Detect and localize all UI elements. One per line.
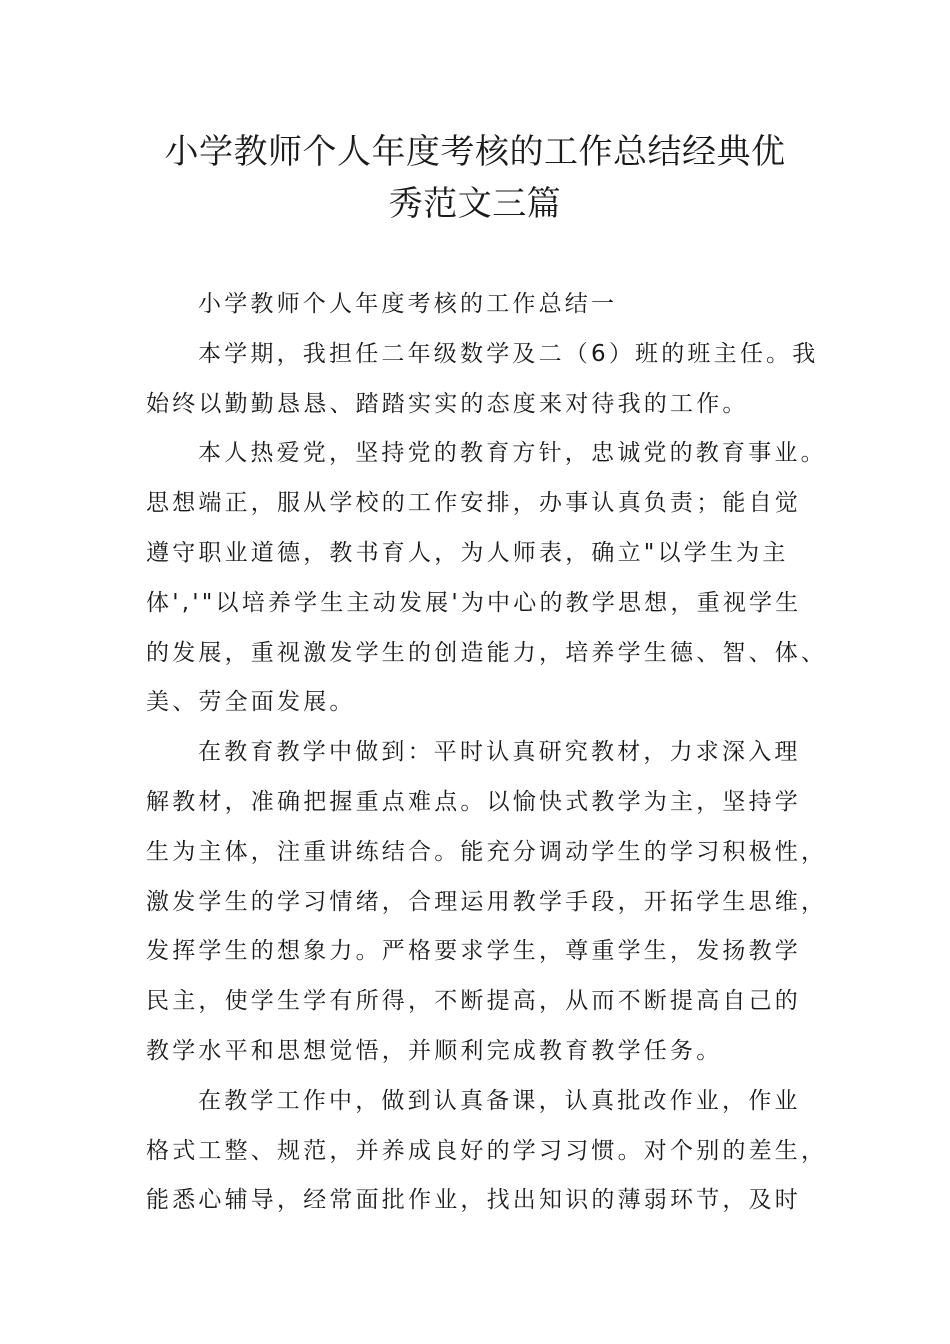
text-line: 民主，使学生学有所得，不断提高，从而不断提高自己的 — [146, 988, 801, 1015]
text-line: 思想端正，服从学校的工作安排，办事认真负责；能自觉 — [146, 490, 801, 517]
text-line: 本人热爱党，坚持党的教育方针，忠诚党的教育事业。 — [198, 440, 827, 467]
text-line: 遵守职业道德，教书育人，为人师表，确立"以学生为主 — [146, 539, 789, 566]
text-line: 能悉心辅导，经常面批作业，找出知识的薄弱环节，及时 — [146, 1187, 801, 1214]
paragraph-1 — [146, 330, 819, 430]
text-line: 体','"以培养学生主动发展'为中心的教学思想，重视学生 — [146, 589, 802, 616]
text-line: 发挥学生的想象力。严格要求学生，尊重学生，发扬教学 — [146, 938, 801, 965]
text-line: 的发展，重视激发学生的创造能力，培养学生德、智、体、 — [146, 639, 828, 666]
text-line: 始终以勤勤恳恳、踏踏实实的态度来对待我的工作。 — [146, 390, 749, 417]
text-line: 小学教师个人年度考核的工作总结一 — [198, 291, 618, 317]
paragraph-3 — [146, 728, 828, 1077]
text-line: 在教学工作中，做到认真备课，认真批改作业，作业 — [198, 1087, 801, 1114]
title-line-2: 秀范文三篇 — [388, 184, 562, 224]
document-body — [146, 280, 828, 1226]
text-line: 教学水平和思想觉悟，并顺利完成教育教学任务。 — [146, 1037, 723, 1064]
paragraph-2 — [146, 429, 828, 728]
paragraph-4 — [146, 1077, 828, 1226]
text-line: 解教材，准确把握重点难点。以愉快式教学为主，坚持学 — [146, 788, 801, 815]
text-line: 生为主体，注重讲练结合。能充分调动学生的学习积极性， — [146, 838, 828, 865]
text-line: 激发学生的学习情绪，合理运用教学手段，开拓学生思维， — [146, 888, 828, 915]
section-heading — [146, 280, 800, 330]
text-line: 本学期，我担任二年级数学及二（6）班的班主任。我 — [198, 340, 819, 367]
text-line: 格式工整、规范，并养成良好的学习习惯。对个别的差生， — [146, 1137, 828, 1164]
title-line-1: 小学教师个人年度考核的工作总结经典优 — [164, 132, 786, 172]
text-line: 在教育教学中做到：平时认真研究教材，力求深入理 — [198, 739, 801, 766]
text-line: 美、劳全面发展。 — [146, 689, 356, 716]
document-title — [120, 126, 830, 230]
